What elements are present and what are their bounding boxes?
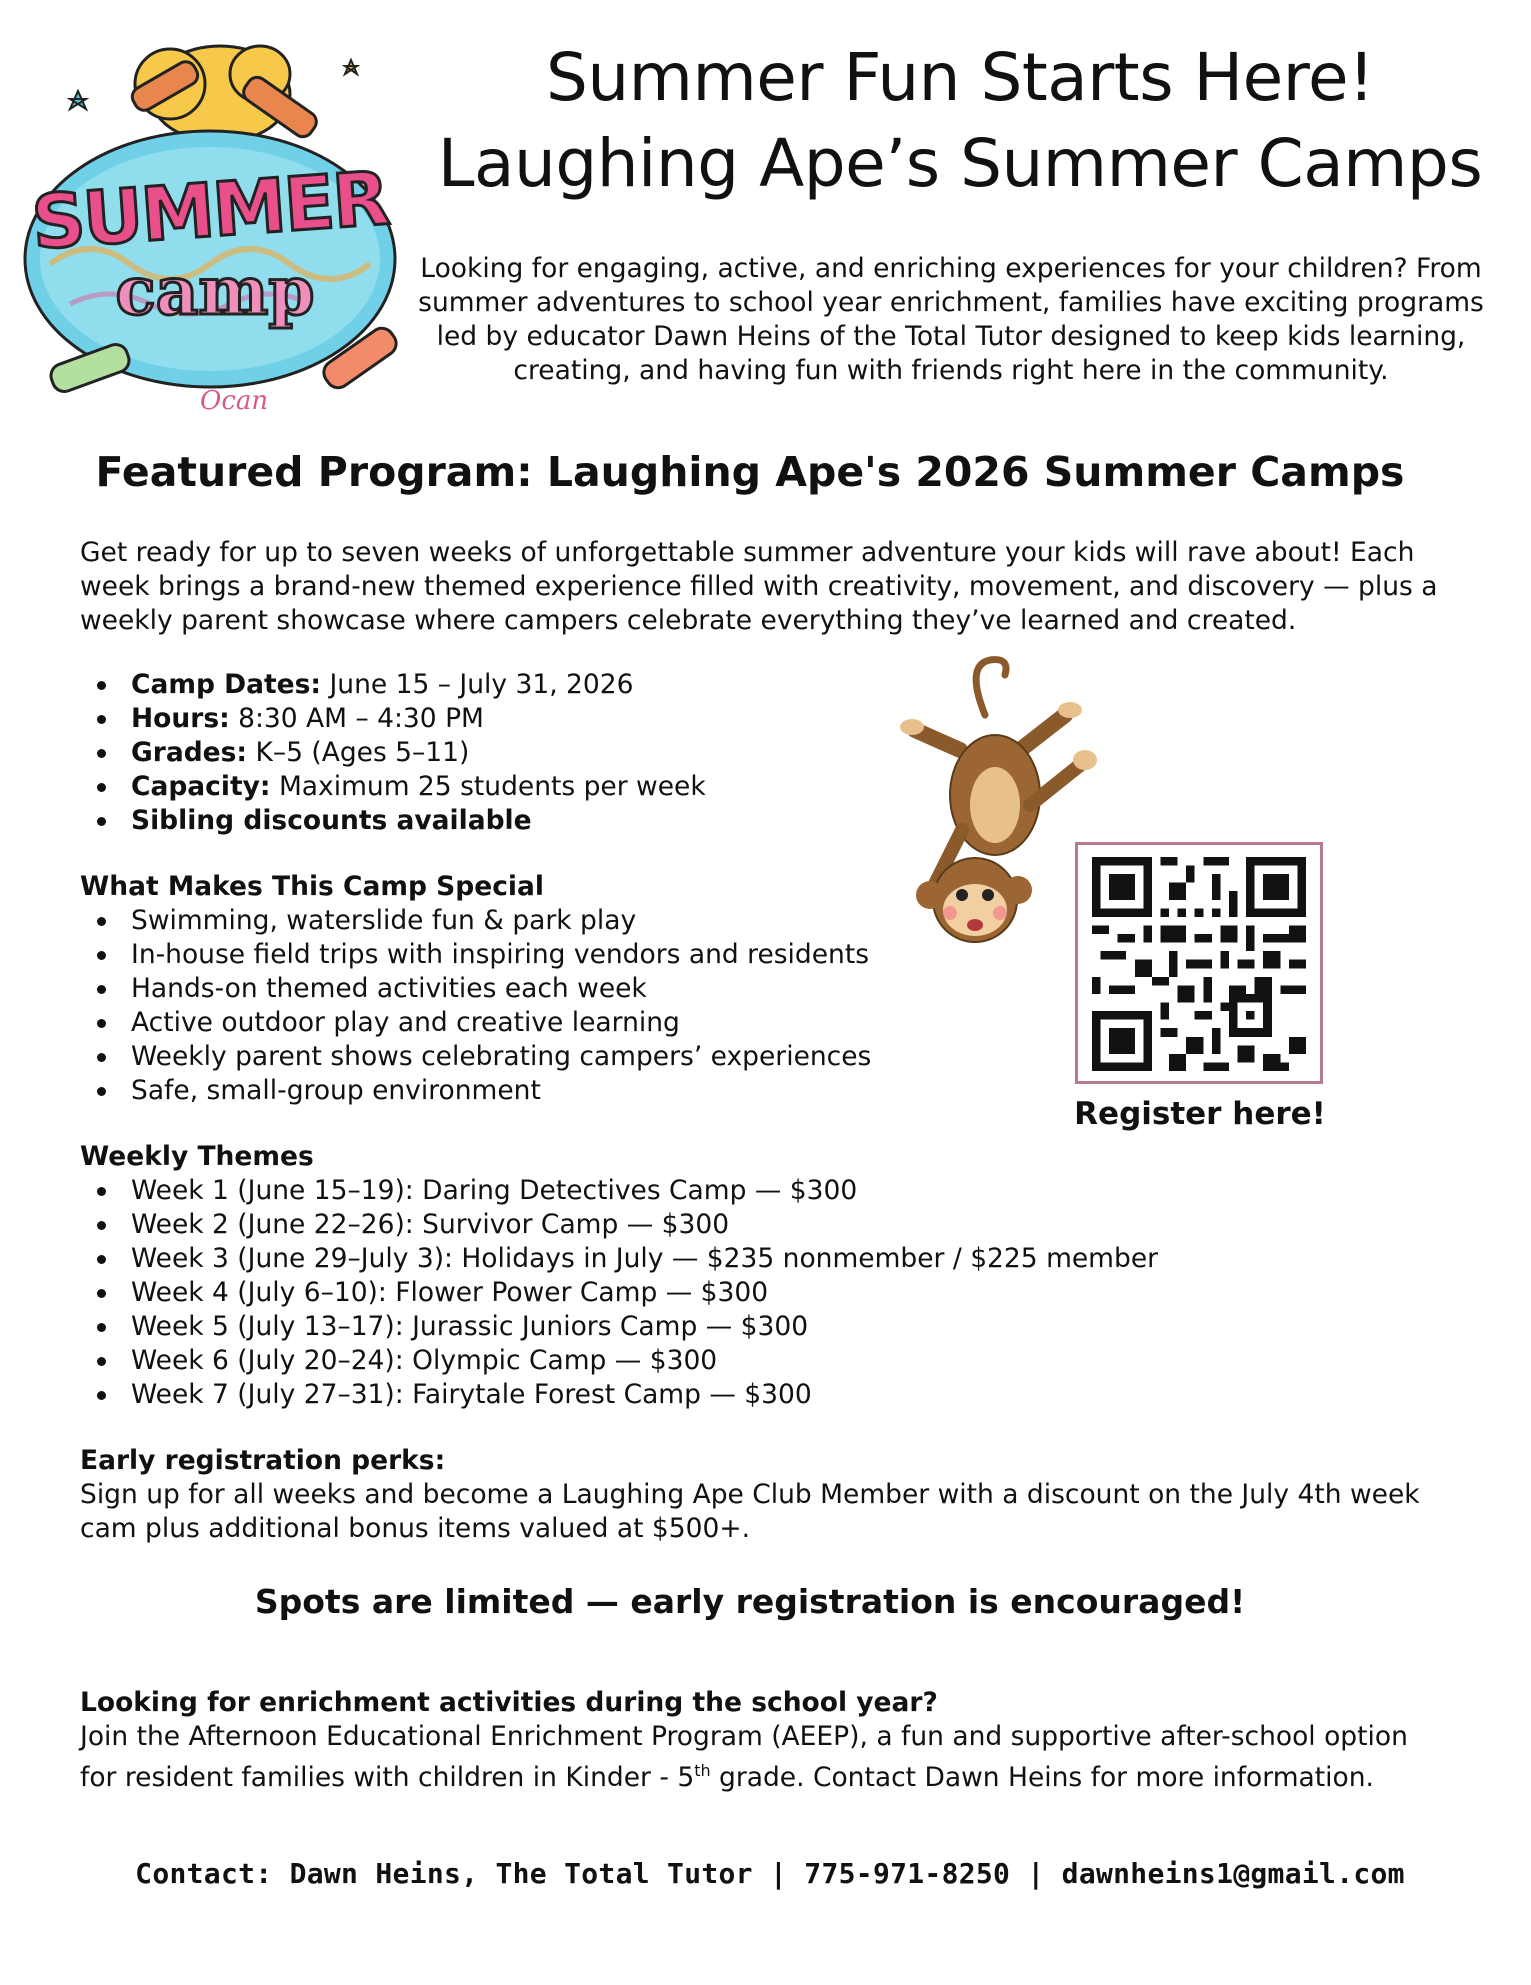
special-item: Hands-on themed activities each week [80, 972, 871, 1006]
theme-item: Week 3 (June 29–July 3): Holidays in July — $235 nonmember / $225 member [80, 1242, 1158, 1276]
summer-camp-logo [10, 14, 415, 434]
theme-item: Week 7 (July 27–31): Fairytale Forest Camp — $300 [80, 1378, 1158, 1412]
detail-camp-dates: Camp Dates: June 15 – July 31, 2026 [80, 668, 706, 702]
special-list [80, 904, 871, 1108]
early-registration-heading: Early registration perks: [80, 1445, 446, 1476]
qr-code-image[interactable] [1092, 857, 1306, 1071]
theme-item: Week 2 (June 22–26): Survivor Camp — $300 [80, 1208, 1158, 1242]
page-title-line-1: Summer Fun Starts Here! [545, 39, 1375, 116]
early-registration-text: Sign up for all weeks and become a Laughing Ape Club Member with a discount on the July 4th week cam plus additional bonus items valued at $500+. [80, 1479, 1420, 1544]
special-heading: What Makes This Camp Special [80, 871, 544, 902]
special-item: Swimming, waterslide fun & park play [80, 904, 871, 938]
intro-paragraph: Looking for engaging, active, and enriching experiences for your children? From summer adventures to school year enrichment, families have exciting programs led by educator Dawn Heins of the Total Tutor designed to keep kids learning, creating, and having fun with friends right here in the community. [418, 253, 1484, 386]
theme-item: Week 6 (July 20–24): Olympic Camp — $300 [80, 1344, 1158, 1378]
special-item: Safe, small-group environment [80, 1074, 871, 1108]
theme-item: Week 4 (July 6–10): Flower Power Camp — $300 [80, 1276, 1158, 1310]
special-item: Weekly parent shows celebrating campers’ experiences [80, 1040, 871, 1074]
special-item: Active outdoor play and creative learning [80, 1006, 871, 1040]
special-item: In-house field trips with inspiring vendors and residents [80, 938, 871, 972]
detail-grades: Grades: K–5 (Ages 5–11) [80, 736, 706, 770]
theme-item: Week 1 (June 15–19): Daring Detectives Camp — $300 [80, 1174, 1158, 1208]
register-here-label: Register here! [1074, 1096, 1326, 1132]
logo-signature: Ocan [200, 386, 269, 416]
theme-item: Week 5 (July 13–17): Jurassic Juniors Camp — $300 [80, 1310, 1158, 1344]
featured-description: Get ready for up to seven weeks of unforgettable summer adventure your kids will rave about! Each week brings a brand-new themed experience filled with creativity, movement, and discovery — plus a weekly parent showcase where campers celebrate everything they’ve learned and created. [80, 537, 1438, 636]
detail-hours: Hours: 8:30 AM – 4:30 PM [80, 702, 706, 736]
featured-program-heading: Featured Program: Laughing Ape's 2026 Summer Camps [95, 448, 1405, 496]
qr-code[interactable] [1075, 842, 1323, 1084]
logo-summer-text: SUMMER [29, 155, 391, 267]
detail-sibling-discounts: Sibling discounts available [80, 804, 706, 838]
logo-camp-text: camp [115, 252, 315, 330]
camp-details-list [80, 668, 706, 838]
weekly-themes-list [80, 1174, 1158, 1412]
detail-capacity: Capacity: Maximum 25 students per week [80, 770, 706, 804]
contact-line: Contact: Dawn Heins, The Total Tutor | 775-971-8250 | dawnheins1@gmail.com [135, 1857, 1405, 1890]
spots-limited-notice: Spots are limited — early registration is encouraged! [254, 1582, 1246, 1621]
weekly-themes-heading: Weekly Themes [80, 1141, 314, 1172]
school-year-text: Join the Afternoon Educational Enrichment Program (AEEP), a fun and supportive after-school option for resident families with children in Kinder - 5th grade. Contact Dawn Heins for more information. [80, 1721, 1408, 1793]
page-title-line-2: Laughing Ape’s Summer Camps [437, 125, 1483, 202]
school-year-heading: Looking for enrichment activities during the school year? [80, 1687, 938, 1718]
